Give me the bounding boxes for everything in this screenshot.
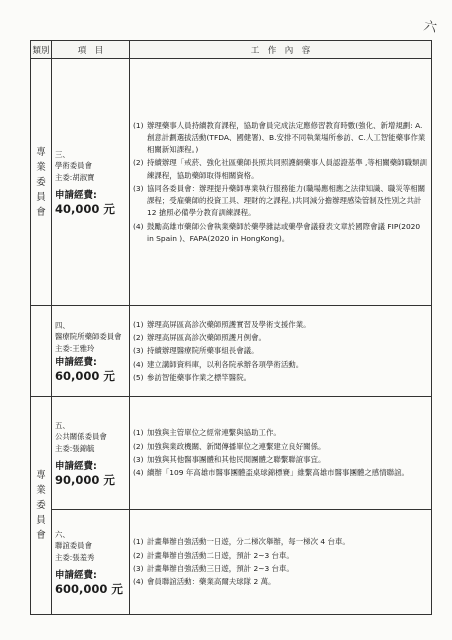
- task-item: (1) 計畫舉辦自強活動一日遊，分二梯次舉辦，每一梯次 4 台車。: [133, 537, 350, 547]
- amount-label: 申請經費:: [55, 570, 97, 582]
- page-mark: 六: [422, 18, 439, 37]
- work-plan-table: [30, 40, 432, 615]
- task-item: (2) 辦理高屏區高診次藥師照護月例會。: [133, 332, 266, 342]
- amount-label: 申請經費:: [55, 190, 97, 202]
- committee-name: 學術委員會: [55, 161, 92, 171]
- category-char: 委: [36, 176, 46, 188]
- table-row: [31, 510, 432, 615]
- item-cell: [52, 397, 130, 510]
- table-row: [31, 306, 432, 397]
- category-char: 員: [36, 191, 46, 203]
- task-item: (4) 鼓勵高雄市藥師公會執業藥師於藥學雜誌或藥學會議發表文章於國際會議 FIP(2020 in Spain )、FAPA(2020 in HongKong)。: [133, 221, 421, 243]
- task-item: (3) 計畫舉辦自強活動三日遊，預計 2~3 台車。: [133, 564, 294, 573]
- category-cell: [31, 397, 52, 615]
- task-item: (2) 加強與業政機關、新聞傳播單位之連繫建立良好關係。: [133, 441, 326, 451]
- header-item: 項 目: [52, 41, 130, 59]
- work-cell: [130, 306, 432, 397]
- item-cell: [52, 59, 130, 306]
- header-work: 工 作 內 容: [130, 41, 432, 59]
- amount-value: 600,000 元: [55, 582, 123, 597]
- category-char: 委: [36, 500, 46, 511]
- category-char: 會: [36, 206, 46, 218]
- work-cell: [130, 397, 432, 510]
- item-number: 四、: [55, 320, 70, 330]
- task-item: (3) 加強與其他醫事團體和其他民間團體之聯繫聯誼事宜。: [133, 455, 326, 464]
- task-item: (4) 建立講師資料庫，以利各院承辦各項學術活動。: [133, 359, 304, 369]
- category-char: 專: [36, 146, 46, 158]
- task-item: (1) 辦理高屏區高診次藥師照護實習及學術支援作業。: [133, 319, 311, 329]
- table-header-row: [31, 41, 432, 59]
- committee-chair: 主委:張羞秀: [55, 552, 95, 562]
- table-row: [31, 59, 432, 306]
- task-item: (2) 計畫舉辦自強活動二日遊，預計 2~3 台車。: [133, 550, 294, 560]
- committee-name: 醫療院所藥師委員會: [55, 332, 122, 342]
- task-item: (4) 續辦「109 年高雄市醫事團體盃桌球錦標賽」維繫高雄市醫事團體之感情聯誼。: [133, 468, 409, 478]
- task-item: (5) 參訪智能藥事作業之標竿醫院。: [133, 373, 252, 383]
- category-char: 員: [36, 515, 46, 526]
- category-char: 業: [36, 485, 46, 496]
- task-item: (2) 持續辦理「戒菸、強化社區藥師長照共同照護網藥事人員認證基準 ,等相關藥師職類訓練課程，協助藥師取得相關資格。: [133, 158, 427, 180]
- amount-value: 60,000 元: [55, 369, 115, 384]
- amount-label: 申請經費:: [55, 461, 97, 473]
- task-item: (3) 協同各委員會：辦理提升藥師專業執行服務能力(職場應相應之法律知識、職災等相關課程；受雇藥師的投資工具、理財的之課程。)共同減分擔辦理感染管制及性別之共計 12 搶照必備學分教育訓練課程。: [133, 184, 426, 218]
- amount-value: 40,000 元: [55, 202, 115, 217]
- category-char: 業: [36, 161, 46, 173]
- task-item: (1) 加強與主管單位之經常連繫與協助工作。: [133, 428, 281, 438]
- task-item: (3) 持續辦理醫療院所藥事組長會議。: [133, 346, 259, 356]
- category-char: 會: [36, 530, 46, 541]
- category-char: 專: [36, 470, 46, 481]
- work-cell: [130, 59, 432, 306]
- table-row: [31, 397, 432, 510]
- amount-value: 90,000 元: [55, 473, 115, 488]
- header-category: 類別: [31, 41, 52, 59]
- item-number: 五、: [55, 420, 70, 430]
- category-cell-empty: [31, 306, 52, 397]
- task-item: (4) 會員聯誼活動：藥業高爾夫球隊 2 萬。: [133, 577, 276, 587]
- item-cell: [52, 510, 130, 615]
- committee-name: 聯誼委員會: [55, 541, 92, 551]
- amount-label: 申請經費:: [55, 357, 97, 369]
- task-item: (1) 辦理藥事人員持續教育課程，協助會員完成法定應修習教育時數(強化、新增規劃: A.創意計劃選拔活動(TFDA、國健署)、B.安排不同執業場所參訪、C.人工智能藥事作業相關新知課程。): [133, 120, 426, 155]
- committee-chair: 主委:胡淑寶: [55, 172, 95, 182]
- committee-chair: 主委:張錦毓: [55, 443, 95, 453]
- committee-chair: 主委:王雅玲: [55, 343, 95, 353]
- committee-name: 公共關係委員會: [55, 432, 107, 442]
- item-number: 三、: [55, 149, 70, 159]
- item-cell: [52, 306, 130, 397]
- item-number: 六、: [55, 529, 70, 539]
- work-cell: [130, 510, 432, 615]
- category-cell: [31, 59, 52, 306]
